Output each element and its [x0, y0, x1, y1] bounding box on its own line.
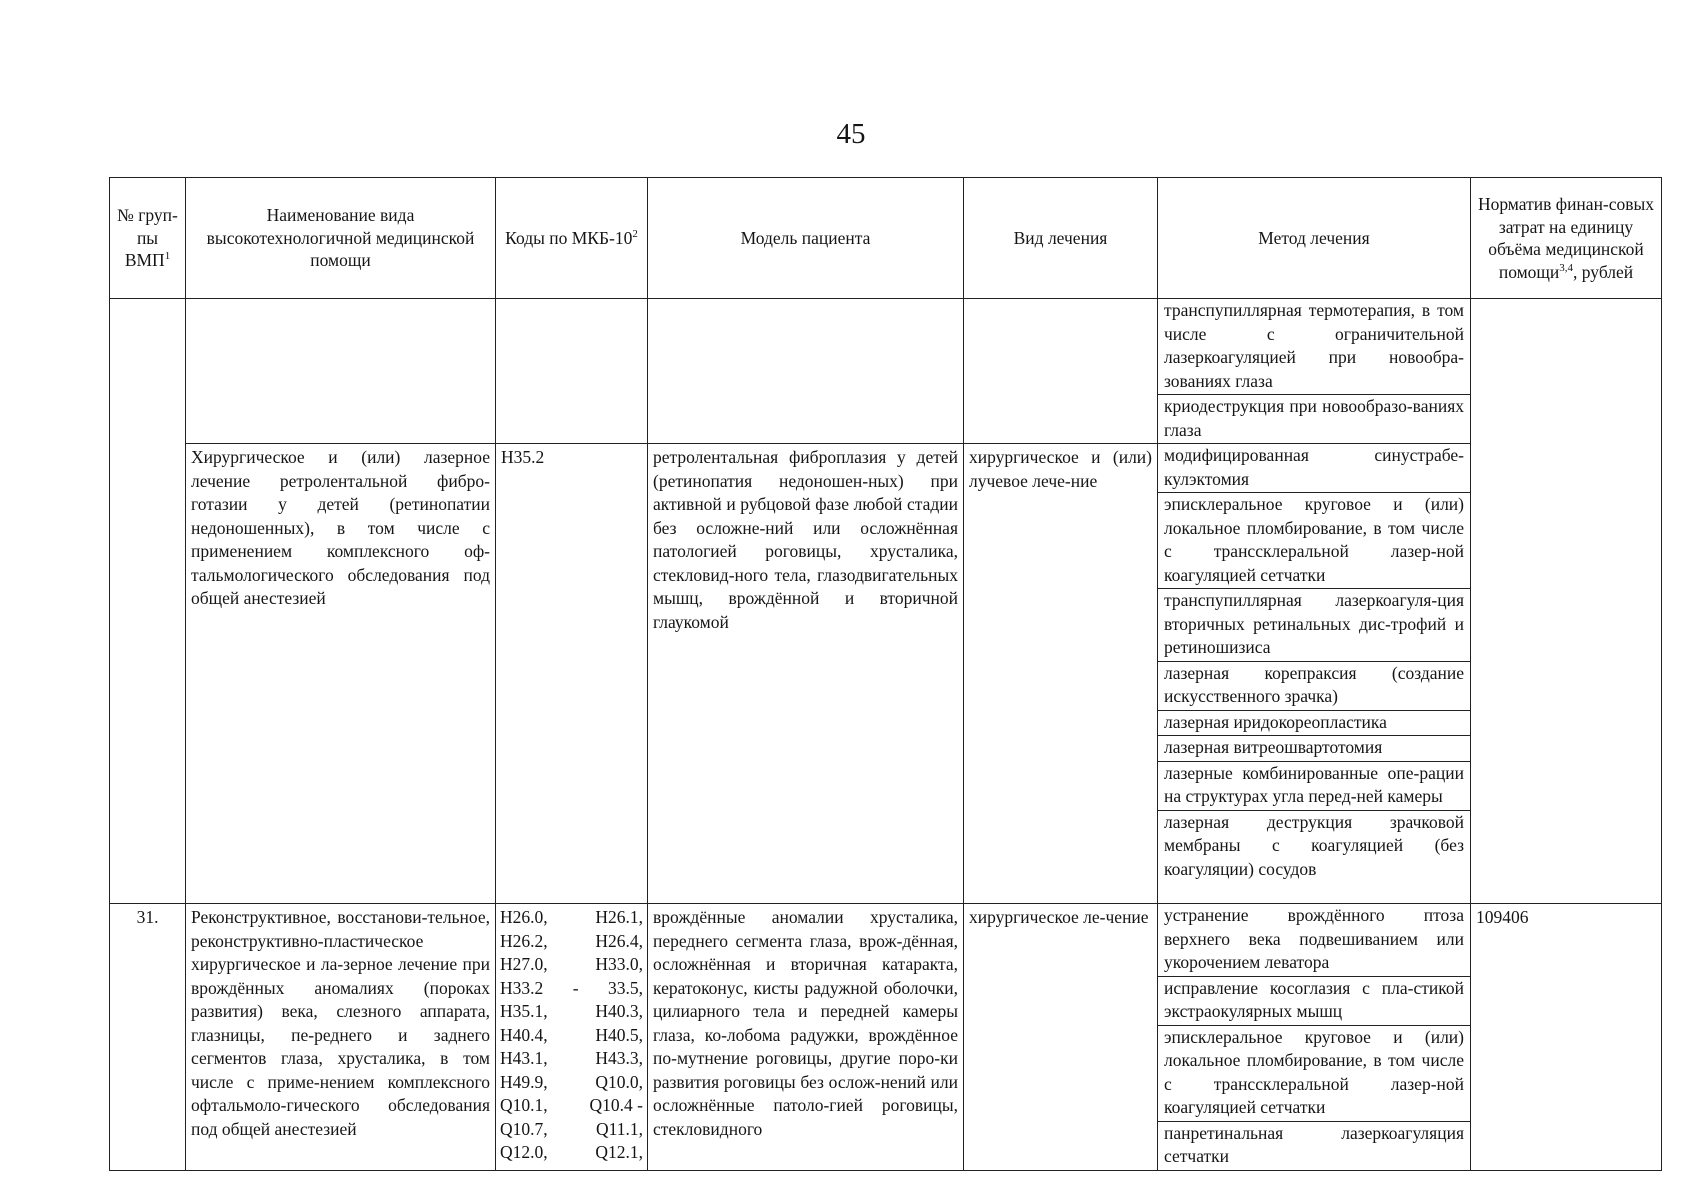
method-list: [1158, 444, 1471, 904]
table-row-continuation: [110, 299, 1662, 444]
method-item: лазерная деструкция зрачковой мембраны с коагуляцией (без коагуляции) сосудов: [1164, 811, 1464, 879]
code-row: H40.4, H40.5,: [500, 1024, 643, 1045]
method-item: криодеструкция при новообразо-ваниях глаза: [1164, 396, 1464, 440]
code-row: H26.0, H26.1,: [500, 907, 643, 927]
header-group-number: № груп-пы ВМП$^1$: [110, 178, 186, 299]
code-row: Q12.0, Q12.1,: [500, 1142, 643, 1162]
care-type-name: Хирургическое и (или) лазерное лечение ретролентальной фибро-готазии у детей (ретинопатии недоношенных), в том числе с применением комплексного оф-тальмологического обследования под общей анестезией: [186, 444, 496, 904]
header-cost-standard: Норматив финан-совых затрат на единицу объёма медицинской помощи$^{3,4}$, рублей: [1471, 178, 1662, 299]
method-item: устранение врождённого птоза верхнего века подвешиванием или укорочением леватора: [1158, 904, 1470, 977]
treatment-cell-empty: [964, 299, 1158, 444]
patient-model: ретролентальная фиброплазия у детей (ретинопатия недоношен-ных) при активной и рубцовой фазе любой стадии без осложне-ний или осложнённая патологией роговицы, хрусталика, стекловид-ного тела, глазодвигательных мышц, врождённой и вторичной глаукомой: [648, 444, 964, 904]
method-list: [1158, 299, 1471, 444]
code-row: Q10.7, Q11.1,: [500, 1118, 643, 1139]
code-row: H33.2 - 33.5,: [500, 977, 643, 998]
header-care-type-name: Наименование вида высокотехнологичной медицинской помощи: [186, 178, 496, 299]
method-item: лазерные комбинированные опе-рации на структурах угла перед-ней камеры: [1158, 762, 1470, 811]
method-item: эписклеральное круговое и (или) локальное пломбирование, в том числе с транссклеральной лазер-ной коагуляцией сетчатки: [1158, 493, 1470, 589]
table-header-row: [110, 178, 1662, 299]
header-patient-model: Модель пациента: [648, 178, 964, 299]
method-item: эписклеральное круговое и (или) локальное пломбирование, в том числе с транссклеральной лазер-ной коагуляцией сетчатки: [1158, 1026, 1470, 1122]
table-row-retinopathy: [110, 444, 1662, 904]
method-item: лазерная корепраксия (создание искусственного зрачка): [1158, 662, 1470, 711]
treatment-type: хирургическое ле-чение: [964, 904, 1158, 1171]
code-row: H43.1, H43.3,: [500, 1048, 643, 1068]
code-row: H26.2, H26.4,: [500, 930, 643, 951]
method-item: транспупиллярная термотерапия, в том числе с ограничительной лазеркоагуляцией при новообра-зованиях глаза: [1158, 299, 1470, 395]
header-treatment-type: Вид лечения: [964, 178, 1158, 299]
cost-value: 109406: [1471, 904, 1662, 1171]
group-number: 31.: [110, 904, 186, 1171]
group-number-cell-empty: [110, 299, 186, 904]
patient-model: врождённые аномалии хрусталика, переднего сегмента глаза, врож-дённая, осложнённая и вторичная катаракта, кератоконус, кисты радужной оболочки, цилиарного тела и передней камеры глаза, ко-лобома радужки, врождённое по-мутнение роговицы, другие поро-ки развития роговицы без ослож-нений или осложнённые патоло-гией роговицы, стекловидного: [648, 904, 964, 1171]
cost-cell-empty: [1471, 299, 1662, 904]
header-icd-codes: Коды по МКБ-$10^2$: [496, 178, 648, 299]
method-item: модифицированная синустрабе-кулэктомия: [1158, 444, 1470, 493]
method-list: [1158, 904, 1471, 1171]
method-item: лазерная витреошвартотомия: [1158, 736, 1470, 762]
page-number: 45: [836, 118, 866, 150]
method-item: исправление косоглазия с пла-стикой экстраокулярных мышц: [1158, 977, 1470, 1026]
care-type-name: Реконструктивное, восстанови-тельное, реконструктивно-пластическое хирургическое и ла-зерное лечение при врождённых аномалиях (пороках развития) века, слезного аппарата, глазницы, пе-реднего и заднего сегментов глаза, хрусталика, в том числе с приме-нением комплексного офтальмоло-гического обследования под общей анестезией: [186, 904, 496, 1171]
icd-codes: [496, 904, 648, 1171]
table-row-group-31: [110, 904, 1662, 1171]
vmp-table: [109, 177, 1662, 1171]
code-row: H35.1, H40.3,: [500, 1001, 643, 1021]
code-row: H27.0, H33.0,: [500, 954, 643, 974]
treatment-type: хирургическое и (или) лучевое лече-ние: [964, 444, 1158, 904]
icd-codes: H35.2: [496, 444, 648, 904]
header-treatment-method: Метод лечения: [1158, 178, 1471, 299]
method-item: транспупиллярная лазеркоагуля-ция вторичных ретинальных дис-трофий и ретиношизиса: [1158, 589, 1470, 662]
method-item: лазерная иридокореопластика: [1158, 711, 1470, 737]
code-row: Q10.1, Q10.4 -: [500, 1095, 643, 1115]
method-item: панретинальная лазеркоагуляция сетчатки: [1164, 1122, 1464, 1166]
model-cell-empty: [648, 299, 964, 444]
care-type-cell-empty: [186, 299, 496, 444]
code-row: H49.9, Q10.0,: [500, 1071, 643, 1092]
codes-cell-empty: [496, 299, 648, 444]
